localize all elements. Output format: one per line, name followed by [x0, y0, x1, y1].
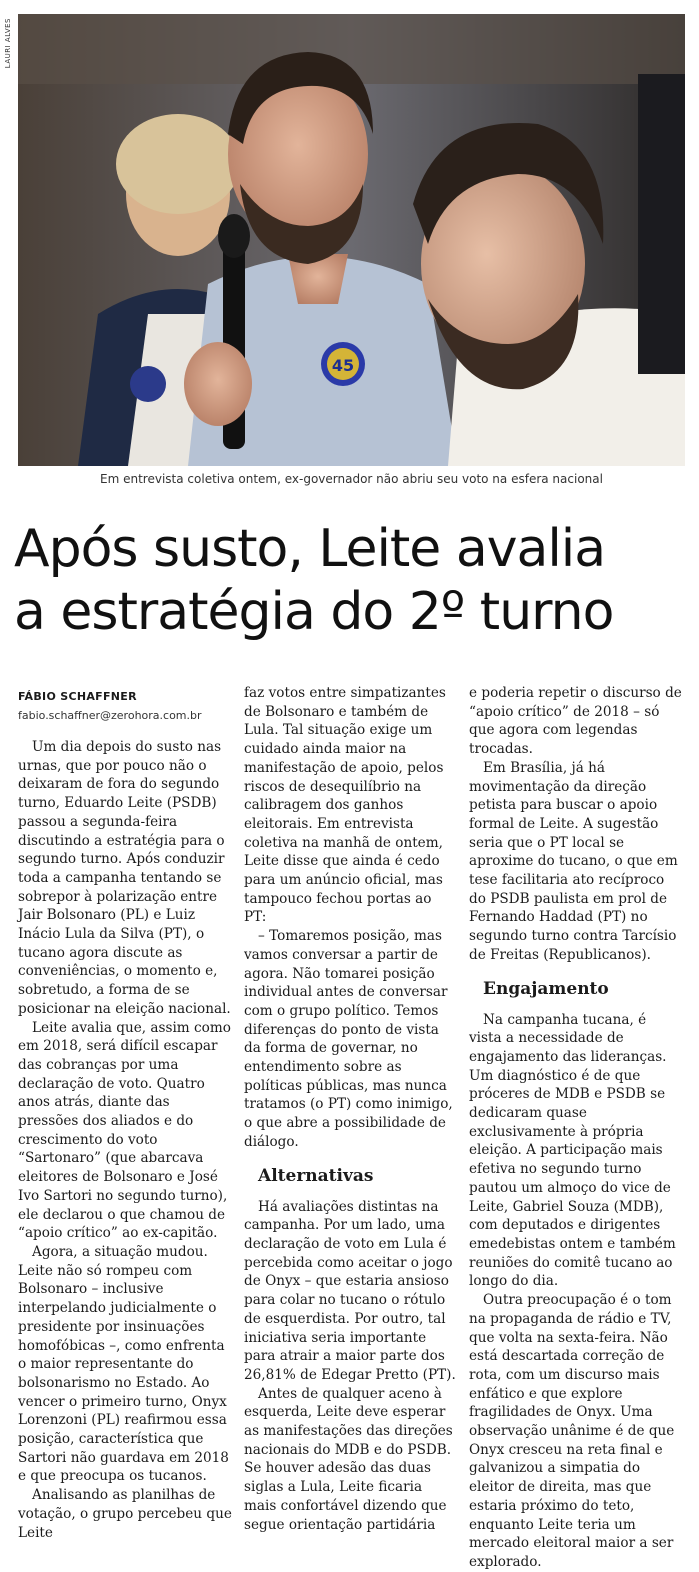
paragraph: Agora, a situação mudou. Leite não só rompeu com Bolsonaro – inclusive interpelando judicialmente o presidente por insinuações homofóbicas –, como enfrenta o maior representante do bolsonarismo no Estado. Ao vencer o primeiro turno, Onyx Lorenzoni (PL) reafirmou essa posição, característica que Sartori não guardava em 2018 e que preocupa os tucanos.: [18, 1243, 229, 1485]
headline-line-2: a estratégia do 2º turno: [14, 582, 614, 642]
paragraph: Em Brasília, já há movimentação da direção petista para buscar o apoio formal de Leite. A sugestão seria que o PT local se aproxime do tucano, o que em tese facilitaria ato recíproco do PSDB paulista em prol de Fernando Haddad (PT) no segundo turno contra Tarcísio de Freitas (Republicanos).: [469, 759, 678, 963]
paragraph: Antes de qualquer aceno à esquerda, Leite deve esperar as manifestações das direções nacionais do MDB e do PSDB. Se houver adesão das duas siglas a Lula, Leite ficaria mais confortável dizendo que segue orientação partidária: [244, 1385, 453, 1533]
news-photo: [18, 14, 685, 466]
subheading-alternativas: Alternativas: [258, 1165, 374, 1186]
author-email: fabio.schaffner@zerohora.com.br: [18, 709, 202, 722]
paragraph: Um dia depois do susto nas urnas, que por pouco não o deixaram de fora do segundo turno, Eduardo Leite (PSDB) passou a segunda-feira discutindo a estratégia para o segundo turno. Após conduzir toda a campanha tentando se sobrepor à polarização entre Jair Bolsonaro (PL) e Luiz Inácio Lula da Silva (PT), o tucano agora discute as conveniências, o momento e, sobretudo, a forma de se posicionar na eleição nacional.: [18, 739, 231, 1017]
author-byline: FÁBIO SCHAFFNER: [18, 690, 137, 703]
article-column-2: [244, 684, 458, 1534]
article-column-1: [18, 738, 232, 1542]
paragraph: – Tomaremos posição, mas vamos conversar a partir de agora. Não tomarei posição individual antes de conversar com o grupo político. Temos diferenças do ponto de vista da forma de governar, no entendimento sobre as políticas públicas, mas nunca tratamos (o PT) como inimigo, o que abre a possibilidade de diálogo.: [244, 928, 453, 1150]
campaign-badge-number: 45: [331, 356, 355, 375]
paragraph: e poderia repetir o discurso de “apoio crítico” de 2018 – só que agora com legendas trocadas.: [469, 685, 682, 758]
paragraph: faz votos entre simpatizantes de Bolsonaro e também de Lula. Tal situação exige um cuidado ainda maior na manifestação de apoio, pelos riscos de desequilíbrio na calibragem dos ganhos eleitorais. Em entrevista coletiva na manhã de ontem, Leite disse que ainda é cedo para um anúncio oficial, mas tampouco fechou portas ao PT:: [244, 685, 446, 926]
photo-illustration: [18, 14, 685, 466]
paragraph: Há avaliações distintas na campanha. Por um lado, uma declaração de voto em Lula é percebida como aceitar o jogo de Onyx – que estaria ansioso para colar no tucano o rótulo de esquerdista. Por outro, tal iniciativa seria importante para atrair a maior parte dos 26,81% de Edegar Pretto (PT).: [244, 1198, 456, 1383]
headline: [14, 518, 694, 644]
headline-line-1: Após susto, Leite avalia: [14, 519, 606, 579]
article-column-3: [469, 684, 683, 1572]
paragraph: Leite avalia que, assim como em 2018, será difícil escapar das cobranças por uma declaração de voto. Quatro anos atrás, diante das pressões dos aliados e do crescimento do voto “Sartonaro” (que abarcava eleitores de Bolsonaro e José Ivo Sartori no segundo turno), ele declarou o que chamou de “apoio crítico” ao ex-capitão.: [18, 1019, 231, 1242]
subheading-engajamento: Engajamento: [483, 978, 609, 999]
paragraph: Outra preocupação é o tom na propaganda de rádio e TV, que volta na sexta-feira. Não está descartada correção de rota, com um discurso mais enfático e que explore fragilidades de Onyx. Uma observação unânime é de que Onyx cresceu na reta final e galvanizou a simpatia do eleitor de direita, mas que estaria próximo do teto, enquanto Leite teria um mercado eleitoral maior a ser explorado.: [469, 1292, 675, 1570]
photo-credit: LAURI ALVES: [4, 18, 12, 69]
photo-caption: Em entrevista coletiva ontem, ex-governador não abriu seu voto na esfera nacional: [100, 472, 603, 486]
paragraph: Na campanha tucana, é vista a necessidade de engajamento das lideranças. Um diagnóstico é de que próceres de MDB e PSDB se dedicaram quase exclusivamente à própria eleição. A participação mais efetiva no segundo turno pautou um almoço do vice de Leite, Gabriel Souza (MDB), com deputados e dirigentes emedebistas ontem e também reuniões do comitê tucano ao longo do dia.: [469, 1011, 676, 1290]
paragraph: Analisando as planilhas de votação, o grupo percebeu que Leite: [18, 1487, 232, 1541]
